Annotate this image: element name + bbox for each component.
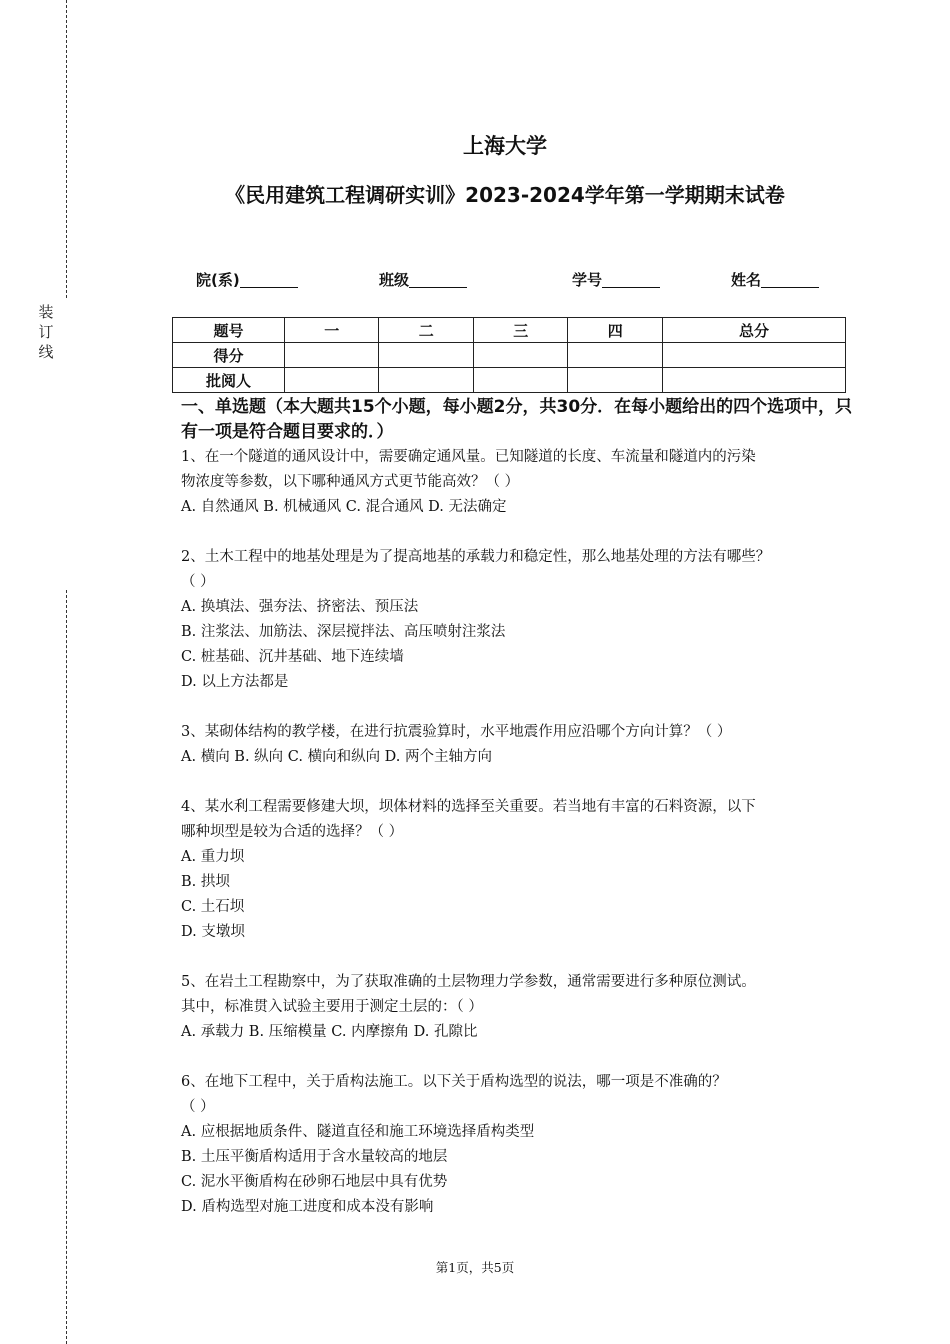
question-4	[181, 795, 853, 945]
score-cell[interactable]	[662, 343, 845, 368]
question-text: 6、在地下工程中，关于盾构法施工。以下关于盾构选型的说法，哪一项是不准确的？	[181, 1074, 727, 1090]
question-option: B. 拱坝	[181, 874, 230, 890]
reviewer-cell[interactable]	[662, 368, 845, 393]
reviewer-cell[interactable]	[379, 368, 473, 393]
reviewer-cell[interactable]	[568, 368, 662, 393]
question-option: A. 换填法、强夯法、挤密法、预压法	[181, 599, 419, 615]
score-cell[interactable]	[285, 343, 379, 368]
row-label: 得分	[173, 343, 285, 368]
blank-line[interactable]	[240, 272, 298, 288]
question-text: 4、某水利工程需要修建大坝，坝体材料的选择至关重要。若当地有丰富的石料资源，以下	[181, 799, 756, 815]
info-field-class: 班级	[379, 269, 467, 290]
reviewer-cell[interactable]	[473, 368, 567, 393]
table-header-cell: 总分	[662, 318, 845, 343]
info-field-name: 姓名	[731, 269, 819, 290]
question-options: A. 承载力 B. 压缩模量 C. 内摩擦角 D. 孔隙比	[181, 1024, 478, 1040]
question-option: C. 泥水平衡盾构在砂卵石地层中具有优势	[181, 1174, 448, 1190]
binding-label: 装订线	[38, 303, 54, 361]
score-table-header-row	[173, 318, 846, 343]
score-cell[interactable]	[473, 343, 567, 368]
table-header-cell: 四	[568, 318, 662, 343]
question-2	[181, 545, 853, 695]
question-text: 5、在岩土工程勘察中，为了获取准确的土层物理力学参数，通常需要进行多种原位测试。	[181, 974, 756, 990]
question-option: A. 应根据地质条件、隧道直径和施工环境选择盾构类型	[181, 1124, 535, 1140]
page-number: 第1页，共5页	[435, 1260, 515, 1275]
question-text: 物浓度等参数，以下哪种通风方式更节能高效？（ ）	[181, 474, 520, 490]
table-header-cell: 一	[285, 318, 379, 343]
question-6	[181, 1070, 853, 1220]
question-options: A. 横向 B. 纵向 C. 横向和纵向 D. 两个主轴方向	[181, 749, 493, 765]
question-option: D. 以上方法都是	[181, 674, 289, 690]
question-1	[181, 445, 853, 520]
score-table-row	[173, 368, 846, 393]
score-cell[interactable]	[379, 343, 473, 368]
info-field-department: 院(系)	[196, 269, 298, 290]
question-text: （ ）	[181, 574, 215, 590]
reviewer-cell[interactable]	[285, 368, 379, 393]
question-option: B. 注浆法、加筋法、深层搅拌法、高压喷射注浆法	[181, 624, 506, 640]
question-5	[181, 970, 853, 1045]
row-label: 批阅人	[173, 368, 285, 393]
question-text: 2、土木工程中的地基处理是为了提高地基的承载力和稳定性，那么地基处理的方法有哪些？	[181, 549, 771, 565]
question-option: D. 盾构选型对施工进度和成本没有影响	[181, 1199, 434, 1215]
question-text: 哪种坝型是较为合适的选择？（ ）	[181, 824, 404, 840]
question-3	[181, 720, 853, 770]
exam-title: 《民用建筑工程调研实训》2023-2024学年第一学期期末试卷	[225, 183, 785, 207]
question-options: A. 自然通风 B. 机械通风 C. 混合通风 D. 无法确定	[181, 499, 507, 515]
question-text: （ ）	[181, 1099, 215, 1115]
question-text: 3、某砌体结构的教学楼，在进行抗震验算时，水平地震作用应沿哪个方向计算？（ ）	[181, 724, 732, 740]
question-text: 其中，标准贯入试验主要用于测定土层的：（ ）	[181, 999, 483, 1015]
score-cell[interactable]	[568, 343, 662, 368]
score-table	[172, 317, 846, 393]
question-option: B. 土压平衡盾构适用于含水量较高的地层	[181, 1149, 448, 1165]
student-info-row	[0, 269, 950, 293]
table-header-cell: 题号	[173, 318, 285, 343]
blank-line[interactable]	[409, 272, 467, 288]
table-header-cell: 二	[379, 318, 473, 343]
info-field-student-id: 学号	[572, 269, 660, 290]
binding-dashed-line	[66, 590, 67, 1344]
blank-line[interactable]	[761, 272, 819, 288]
score-table-row	[173, 343, 846, 368]
section-title: 一、单选题（本大题共15个小题，每小题2分，共30分．在每小题给出的四个选项中，只有一项是符合题目要求的．）	[181, 397, 853, 442]
question-text: 1、在一个隧道的通风设计中，需要确定通风量。已知隧道的长度、车流量和隧道内的污染	[181, 449, 756, 465]
question-option: A. 重力坝	[181, 849, 245, 865]
question-option: C. 桩基础、沉井基础、地下连续墙	[181, 649, 404, 665]
blank-line[interactable]	[602, 272, 660, 288]
question-option: D. 支墩坝	[181, 924, 245, 940]
table-header-cell: 三	[473, 318, 567, 343]
question-option: C. 土石坝	[181, 899, 245, 915]
school-name: 上海大学	[463, 134, 547, 158]
exam-content	[181, 395, 853, 1220]
